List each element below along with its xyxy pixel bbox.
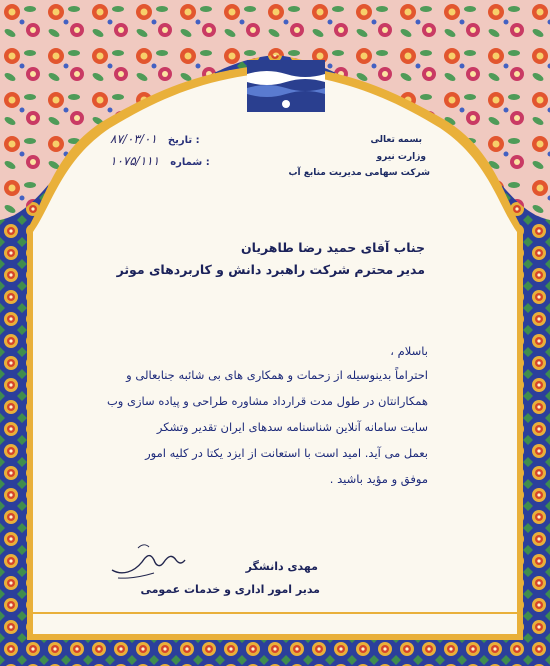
recipient-title: مدیر محترم شرکت راهبرد دانش و کاربردهای موثر [116, 262, 425, 277]
organization-logo [247, 60, 325, 112]
body-line: سایت سامانه آنلاین شناسنامه سدهای ایران تقدیر وتشکر [156, 420, 428, 434]
date-value: ۸۷/۰۳/۰۱ [110, 132, 157, 146]
signatory-title: مدیر امور اداری و خدمات عمومی [140, 583, 320, 596]
body-line: احتراماً بدینوسیله از زحمات و همکاری های بی شائبه جنابعالی و [126, 368, 428, 382]
letterhead-line-3: شرکت سهامی مدیریت منابع آب [288, 168, 430, 178]
body-line: بعمل می آید. امید است با استعانت از ایزد یکتا در کلیه امور [145, 446, 428, 460]
number-value: ۱۰۷۵/۱۱۱ [110, 154, 160, 168]
number-row [110, 150, 310, 169]
body-line: موفق و مؤید باشید . [329, 472, 428, 486]
letterhead-line-2: وزارت نیرو [376, 152, 426, 162]
date-label: تاریخ : [167, 135, 200, 146]
greeting: باسلام ، [390, 344, 428, 358]
recipient-name: جناب آقای حمید رضا طاهریان [240, 240, 425, 255]
date-row [110, 128, 310, 147]
signatory-name: مهدی دانشگر [245, 560, 318, 573]
number-label: شماره : [170, 157, 210, 168]
body-line: همکارانتان در طول مدت قرارداد مشاوره طراحی و پیاده سازی وب [106, 394, 428, 408]
handwritten-signature [108, 538, 188, 582]
letterhead-line-1: بسمه تعالی [370, 135, 422, 145]
